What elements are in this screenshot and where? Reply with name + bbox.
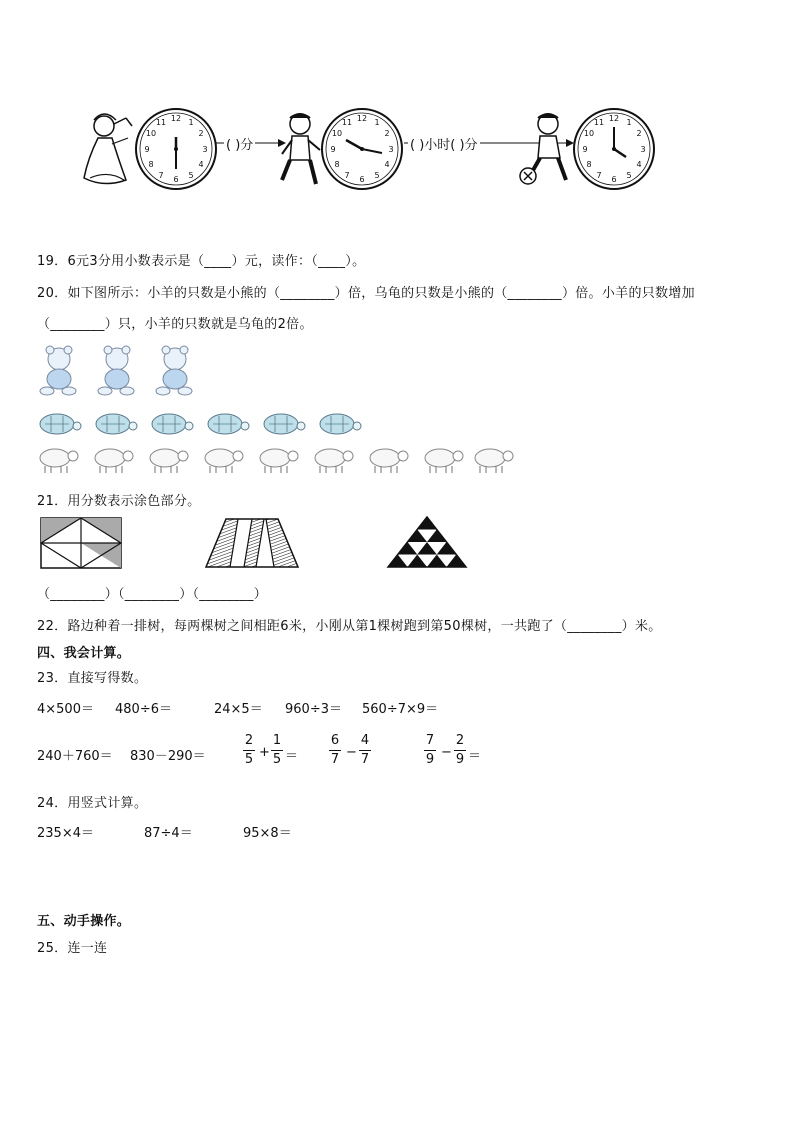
svg-text:12: 12 [356, 114, 368, 123]
soccer-boy-icon [518, 110, 574, 190]
svg-text:5: 5 [626, 171, 632, 180]
operator: + [259, 745, 270, 760]
turtle-icon [149, 410, 195, 436]
svg-text:7: 7 [158, 171, 164, 180]
question-20-line-2: （________）只，小羊的只数就是乌龟的2倍。 [37, 317, 313, 332]
question-21: 21．用分数表示涂色部分。 [37, 494, 201, 509]
boy-figure-icon [276, 108, 322, 188]
clock-3-icon [572, 107, 656, 191]
denominator: 7 [360, 752, 370, 767]
clock-blank-2[interactable]: ( )小时( )分 [408, 134, 480, 153]
sheep-icon [92, 446, 134, 474]
shaded-rectangle-figure [40, 517, 122, 569]
shaded-trapezoid-figure [204, 517, 300, 569]
denominator: 9 [425, 752, 435, 767]
svg-text:3: 3 [388, 145, 394, 154]
denominator: 5 [272, 752, 282, 767]
svg-text:6: 6 [173, 175, 179, 184]
turtle-icon [317, 410, 363, 436]
svg-text:1: 1 [188, 118, 194, 127]
shaded-triangle-figure [386, 515, 468, 569]
numerator: 2 [244, 733, 254, 748]
equals-sign: ＝ [285, 749, 299, 764]
svg-text:4: 4 [198, 160, 204, 169]
calc-item: 960÷3＝ [285, 702, 342, 717]
svg-text:9: 9 [582, 145, 588, 154]
svg-text:2: 2 [198, 129, 204, 138]
question-19: 19．6元3分用小数表示是（____）元，读作：（____）。 [37, 254, 366, 269]
calc-item: 235×4＝ [37, 826, 94, 841]
bear-icon [37, 345, 81, 397]
operator: − [346, 745, 357, 760]
turtle-icon [261, 410, 307, 436]
fraction [453, 733, 467, 768]
clock-2-icon [320, 107, 404, 191]
svg-text:10: 10 [331, 129, 343, 138]
calc-item: 560÷7×9＝ [362, 702, 439, 717]
sheep-icon [472, 446, 514, 474]
question-23: 23．直接写得数。 [37, 671, 148, 686]
fraction [358, 733, 372, 768]
turtle-icon [93, 410, 139, 436]
svg-text:9: 9 [330, 145, 336, 154]
girl-figure-icon [78, 108, 138, 188]
numerator: 7 [425, 733, 435, 748]
equals-sign: ＝ [468, 749, 482, 764]
numerator: 4 [360, 733, 370, 748]
svg-text:12: 12 [170, 114, 182, 123]
svg-text:10: 10 [145, 129, 157, 138]
calc-item: 95×8＝ [243, 826, 292, 841]
bear-icon [153, 345, 197, 397]
svg-text:9: 9 [144, 145, 150, 154]
svg-text:7: 7 [344, 171, 350, 180]
svg-text:6: 6 [611, 175, 617, 184]
question-25: 25．连一连 [37, 941, 108, 956]
section-4-title: 四、我会计算。 [37, 646, 131, 661]
fraction [328, 733, 342, 768]
svg-text:7: 7 [596, 171, 602, 180]
sheep-icon [422, 446, 464, 474]
numerator: 1 [272, 733, 282, 748]
svg-text:3: 3 [640, 145, 646, 154]
calc-item: 87÷4＝ [144, 826, 193, 841]
sheep-icon [202, 446, 244, 474]
clock-blank-1[interactable]: ( )分 [224, 134, 255, 153]
svg-text:5: 5 [188, 171, 194, 180]
sheep-icon [257, 446, 299, 474]
svg-text:1: 1 [626, 118, 632, 127]
svg-text:5: 5 [374, 171, 380, 180]
sheep-icon [312, 446, 354, 474]
svg-text:11: 11 [341, 118, 353, 127]
svg-text:3: 3 [202, 145, 208, 154]
question-20-line-1: 20．如下图所示：小羊的只数是小熊的（________）倍，乌龟的只数是小熊的（________）倍。小羊的只数增加 [37, 286, 695, 301]
calc-item: 240＋760＝ [37, 749, 113, 764]
svg-text:4: 4 [636, 160, 642, 169]
svg-text:8: 8 [148, 160, 154, 169]
calc-item: 480÷6＝ [115, 702, 172, 717]
svg-text:8: 8 [586, 160, 592, 169]
svg-text:2: 2 [384, 129, 390, 138]
sheep-icon [367, 446, 409, 474]
section-5-title: 五、动手操作。 [37, 914, 131, 929]
svg-text:11: 11 [155, 118, 167, 127]
fraction [423, 733, 437, 768]
denominator: 9 [455, 752, 465, 767]
numerator: 2 [455, 733, 465, 748]
question-24: 24．用竖式计算。 [37, 796, 148, 811]
numerator: 6 [330, 733, 340, 748]
fraction [270, 733, 284, 768]
svg-text:6: 6 [359, 175, 365, 184]
operator: − [441, 745, 452, 760]
fraction [242, 733, 256, 768]
calc-item: 830－290＝ [130, 749, 206, 764]
turtle-icon [37, 410, 83, 436]
svg-text:11: 11 [593, 118, 605, 127]
bear-icon [95, 345, 139, 397]
svg-text:8: 8 [334, 160, 340, 169]
denominator: 7 [330, 752, 340, 767]
turtle-icon [205, 410, 251, 436]
question-21-answers[interactable]: （________）（________）（________） [37, 587, 267, 602]
svg-text:4: 4 [384, 160, 390, 169]
svg-text:1: 1 [374, 118, 380, 127]
clock-1-icon [134, 107, 218, 191]
calc-item: 24×5＝ [214, 702, 263, 717]
sheep-icon [37, 446, 79, 474]
calc-item: 4×500＝ [37, 702, 94, 717]
sheep-icon [147, 446, 189, 474]
question-22: 22．路边种着一排树，每两棵树之间相距6米，小刚从第1棵树跑到第50棵树，一共跑了（________）米。 [37, 619, 662, 634]
denominator: 5 [244, 752, 254, 767]
svg-text:10: 10 [583, 129, 595, 138]
svg-text:2: 2 [636, 129, 642, 138]
svg-text:12: 12 [608, 114, 620, 123]
